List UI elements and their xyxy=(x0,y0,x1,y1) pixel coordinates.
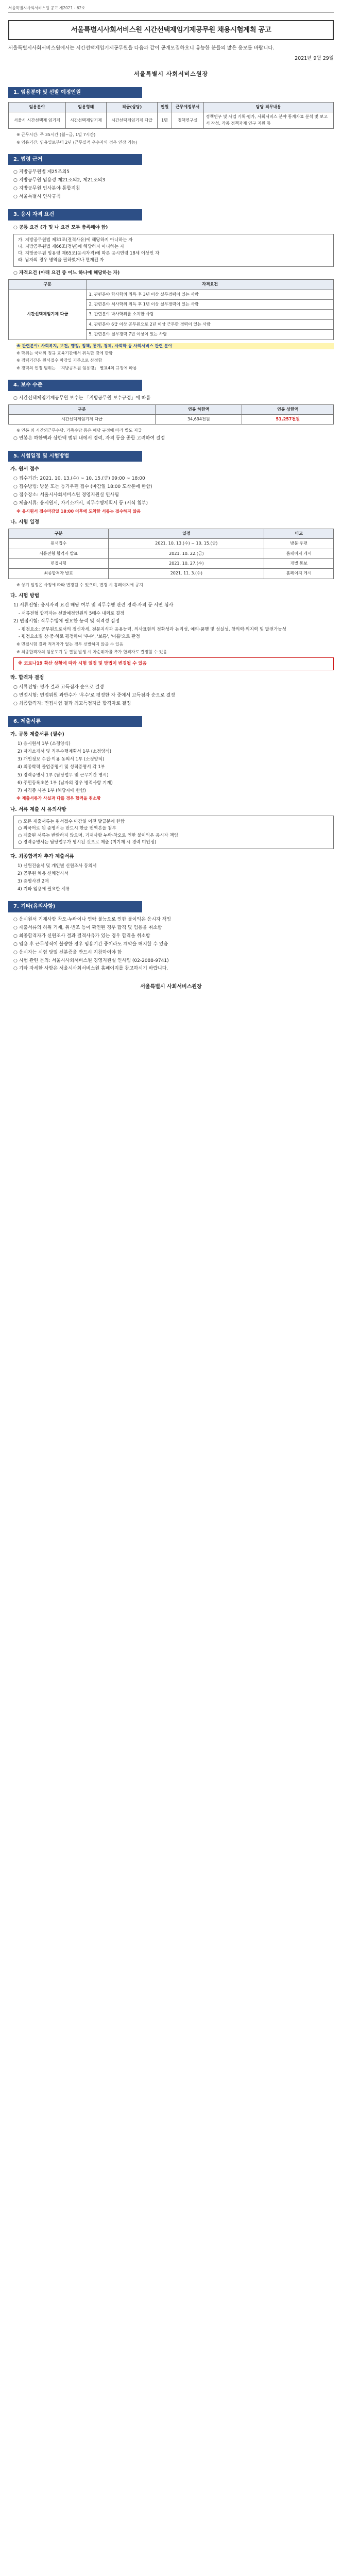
section-3-title: 3. 응시 자격 요건 xyxy=(8,209,142,221)
table-cell: 정책연구실 xyxy=(172,112,203,129)
section-2-title: 2. 법령 근거 xyxy=(8,154,142,165)
table-header: 임용분야 xyxy=(9,103,66,112)
announcement-title: 서울특별시사회서비스원 시간선택제임기제공무원 채용시험계획 공고 xyxy=(8,20,334,40)
table-header: 인원 xyxy=(158,103,172,112)
warning-note: ※ 제출서류가 사실과 다를 경우 합격을 취소함 xyxy=(16,796,101,801)
table-header: 임용형태 xyxy=(65,103,106,112)
list-item: ○ 최종합격자: 면접시험 결과 최고득점자를 합격자로 결정 xyxy=(13,701,131,706)
list-item: ○ 접수장소: 서울시사회서비스원 경영지원실 인사팀 xyxy=(13,492,119,498)
note-text: ※ 연봉 외 시간외근무수당, 가족수당 등은 해당 규정에 따라 별도 지급 xyxy=(16,428,142,433)
list-item: 가. 지방공무원법 제31조(결격사유)에 해당하지 아니하는 자 xyxy=(18,237,133,243)
table-cell: 시간선택제임기제 다급 xyxy=(9,415,156,425)
highlight-note: ※ 관련분야: 사회복지, 보건, 행정, 정책, 통계, 경제, 사회학 등 사회서비스 관련 분야 xyxy=(16,343,334,349)
list-item: 라. 남자의 경우 병역을 필하였거나 면제된 자 xyxy=(18,258,104,263)
requirements-box xyxy=(13,234,334,267)
list-item: ○ 최종합격자가 신원조사 결과 결격사유가 있는 경우 합격을 취소함 xyxy=(13,933,150,939)
list-item: ○ 서류전형: 평가 결과 고득점자 순으로 결정 xyxy=(13,684,104,690)
note-text: ※ 상기 일정은 사정에 따라 변경될 수 있으며, 변경 시 홈페이지에 공지 xyxy=(16,582,143,587)
requirements-intro: ○ 공통 요건 (가 및 나 요건 모두 충족해야 함) xyxy=(13,225,108,230)
table-cell: 2021. 10. 22.(금) xyxy=(109,549,264,558)
covid-warning-box xyxy=(13,657,334,670)
subsection-title: 가. 원서 접수 xyxy=(10,466,40,472)
pay-intro: ○ 시간선택제임기제공무원 보수는 「지방공무원 보수규정」에 따름 xyxy=(13,395,151,401)
table-cell: 시간선택제임기제 다급 xyxy=(106,112,157,129)
list-item: 7) 자격증 사본 1부 (해당자에 한함) xyxy=(18,788,86,793)
table-header: 연봉 하한액 xyxy=(156,404,242,414)
pay-table xyxy=(8,404,334,425)
list-item: - 평정요소별 상·중·하로 평정하여 '우수', '보통', '미흡'으로 판정 xyxy=(19,634,140,640)
note-text: ※ 학위는 국내외 정규 교육기관에서 취득한 것에 한함 xyxy=(16,351,113,355)
table-cell: 정책연구 및 사업 기획·평가, 사회서비스 분야 통계자료 분석 및 보고서 작성, 각종 정책과제 연구 지원 등 xyxy=(203,112,333,129)
table-cell: 2021. 10. 13.(수) ~ 10. 15.(금) xyxy=(109,539,264,549)
table-cell: 2021. 11. 3.(수) xyxy=(109,569,264,579)
list-item: ○ 모든 제출서류는 원서접수 마감일 이전 발급분에 한함 xyxy=(18,819,125,825)
list-item: ○ 제출된 서류는 반환하지 않으며, 기재사항 누락·착오로 인한 불이익은 응시자 책임 xyxy=(18,833,178,838)
note-text: ※ 근무시간: 주 35시간 (월~금, 1일 7시간) xyxy=(16,132,96,138)
footer-issuer: 서울특별시 사회서비스원장 xyxy=(140,984,202,990)
table-cell: 홈페이지 게시 xyxy=(264,569,334,579)
table-cell: 4. 관련분야 6급 이상 공무원으로 2년 이상 근무한 경력이 있는 사람 xyxy=(87,319,334,329)
table-cell: 면접시험 xyxy=(9,558,109,568)
list-item: ○ 지방공무원 임용령 제21조의2, 제21조의3 xyxy=(13,178,106,183)
table-header: 비고 xyxy=(264,529,334,538)
subsection-title: 가. 공통 제출서류 (필수) xyxy=(10,732,64,738)
submission-notes-box xyxy=(13,816,334,849)
list-item: ○ 경력증명서는 담당업무가 명시된 것으로 제출 (미기재 시 경력 미인정) xyxy=(18,839,157,845)
list-item: 4) 기타 임용에 필요한 서류 xyxy=(18,887,70,892)
list-item: - 평정요소: 공무원으로서의 정신자세, 전문지식과 응용능력, 의사표현의 정확성과 논리성, 예의·품행 및 성실성, 창의력·의지력 및 발전가능성 xyxy=(19,626,286,632)
list-item: ○ 응시자는 시험 당일 신분증을 반드시 지참하여야 함 xyxy=(13,950,122,955)
qualification-table xyxy=(8,279,334,340)
table-cell: 시간선택제임기제 xyxy=(65,112,106,129)
warning-note: ※ 응시원서 접수마감일 18:00 이후에 도착한 서류는 접수하지 않음 xyxy=(16,509,141,514)
table-cell: 51,257천원 xyxy=(242,415,334,425)
list-item: 3) 증명사진 2매 xyxy=(18,879,49,885)
list-item: ○ 면접시험: 면접위원 과반수가 '우수'로 평정한 자 중에서 고득점자 순으로 결정 xyxy=(13,692,175,698)
table-header: 구분 xyxy=(9,404,156,414)
list-item: ○ 기타 자세한 사항은 서울시사회서비스원 홈페이지를 참고하시기 바랍니다. xyxy=(13,966,168,972)
qualification-title: ○ 자격요건 (아래 요건 중 어느 하나에 해당하는 자) xyxy=(13,270,120,276)
section-5-title: 5. 시험일정 및 시험방법 xyxy=(8,451,142,462)
table-header: 직급(상당) xyxy=(106,103,157,112)
pay-extra: ○ 연봉은 하한액과 상한액 범위 내에서 경력, 자격 등을 종합 고려하여 결정 xyxy=(13,435,165,441)
subsection-title: 라. 합격자 결정 xyxy=(10,675,44,681)
subsection-title: 다. 시험 방법 xyxy=(10,593,40,599)
table-cell: 3. 관련분야 박사학위를 소지한 사람 xyxy=(87,310,334,319)
table-header: 연봉 상한액 xyxy=(242,404,334,414)
table-cell: 2021. 10. 27.(수) xyxy=(109,558,264,568)
list-item: ○ 임용 후 근무성적이 불량한 경우 임용기간 중이라도 계약을 해지할 수 있음 xyxy=(13,941,168,947)
list-item: 3) 개인정보 수집·이용 동의서 1부 (소정양식) xyxy=(18,757,105,762)
warning-note: ※ 코로나19 확산 상황에 따라 시험 일정 및 방법이 변경될 수 있음 xyxy=(18,661,147,667)
note-text: ※ 면접시험 결과 적격자가 없는 경우 선발하지 않을 수 있음 xyxy=(16,642,124,647)
table-header: 자격요건 xyxy=(87,280,334,290)
section-4-title: 4. 보수 수준 xyxy=(8,380,142,391)
table-cell: 1. 관련분야 학사학위 취득 후 3년 이상 실무경력이 있는 사람 xyxy=(87,290,334,299)
table-cell: 34,694천원 xyxy=(156,415,242,425)
subsection-title: 다. 최종합격자 추가 제출서류 xyxy=(10,853,74,859)
table-cell: 방문·우편 xyxy=(264,539,334,549)
note-text: ※ 경력기간은 원서접수 마감일 기준으로 산정함 xyxy=(16,358,102,363)
schedule-table xyxy=(8,529,334,579)
subsection-title: 나. 서류 제출 시 유의사항 xyxy=(10,806,66,812)
table-header: 근무예정부서 xyxy=(172,103,203,112)
list-item: ○ 지방공무원법 제25조의5 xyxy=(13,170,70,175)
list-item: ○ 서울특별시 인사규칙 xyxy=(13,194,61,200)
table-cell: 홈페이지 게시 xyxy=(264,549,334,558)
positions-table xyxy=(8,102,334,129)
table-cell: 서울시 시간선택제 임기제 xyxy=(9,112,66,129)
list-item: 2) 공무원 채용 신체검사서 xyxy=(18,871,69,876)
list-item: 2) 면접시험: 직무수행에 필요한 능력 및 적격성 검정 xyxy=(13,618,120,624)
list-item: 2) 자기소개서 및 직무수행계획서 1부 (소정양식) xyxy=(18,749,112,755)
list-item: ○ 접수방법: 방문 또는 등기우편 접수 (마감일 18:00 도착분에 한함) xyxy=(13,484,152,489)
table-cell: 개별 통보 xyxy=(264,558,334,568)
table-header: 구분 xyxy=(9,280,87,290)
section-1-title: 1. 임용분야 및 선발 예정인원 xyxy=(8,87,142,98)
list-item: 4) 최종학력 졸업증명서 및 성적증명서 각 1부 xyxy=(18,765,105,770)
list-item: 1) 응시원서 1부 (소정양식) xyxy=(18,741,71,747)
table-header: 담당 직무내용 xyxy=(203,103,333,112)
list-item: ○ 접수기간: 2021. 10. 13.(수) ~ 10. 15.(금) 09:00 ~ 18:00 xyxy=(13,476,145,481)
list-item: ○ 외국어로 된 증명서는 반드시 한글 번역본을 첨부 xyxy=(18,826,116,832)
table-cell: 시간선택제임기제 다급 xyxy=(9,290,87,340)
table-header: 구분 xyxy=(9,529,109,538)
issuer-name: 서울특별시 사회서비스원장 xyxy=(133,71,209,78)
table-header: 일정 xyxy=(109,529,264,538)
doc-header-line: 서울특별시사회서비스원 공고 제2021 - 62호 xyxy=(8,5,334,13)
note-text: ※ 임용기간: 임용일로부터 2년 (근무실적 우수자의 경우 연장 가능) xyxy=(16,140,138,145)
table-cell: 2. 관련분야 석사학위 취득 후 1년 이상 실무경력이 있는 사람 xyxy=(87,300,334,310)
list-item: ○ 제출서류의 허위 기재, 위·변조 등이 확인된 경우 합격 및 임용을 취소함 xyxy=(13,925,162,930)
list-item: 6) 주민등록초본 1부 (남자의 경우 병적사항 기재) xyxy=(18,780,113,786)
table-cell: 최종합격자 발표 xyxy=(9,569,109,579)
list-item: - 서류전형 합격자는 선발예정인원의 5배수 내외로 결정 xyxy=(19,611,125,616)
list-item: ○ 응시원서 기재사항 착오·누락이나 연락 불능으로 인한 불이익은 응시자 책임 xyxy=(13,917,171,922)
list-item: ○ 지방공무원 인사분야 통합지침 xyxy=(13,186,80,192)
note-text: ※ 최종합격자의 임용포기 등 결원 발생 시 차순위자를 추가 합격자로 결정할 수 있음 xyxy=(16,649,167,654)
intro-text: 서울특별시사회서비스원에서는 시간선택제임기제공무원을 다음과 같이 공개모집하오니 유능한 분들의 많은 응모를 바랍니다. xyxy=(8,45,275,51)
section-7-title: 7. 기타(유의사항) xyxy=(8,901,142,912)
document-page xyxy=(0,0,342,1002)
table-cell: 서류전형 합격자 발표 xyxy=(9,549,109,558)
table-cell: 원서접수 xyxy=(9,539,109,549)
subsection-title: 나. 시험 일정 xyxy=(10,519,40,526)
list-item: ○ 제출서류: 응시원서, 자기소개서, 직무수행계획서 등 (서식 첨부) xyxy=(13,500,148,506)
list-item: 나. 지방공무원법 제66조(정년)에 해당하지 아니하는 자 xyxy=(18,244,125,249)
announcement-date: 2021년 9월 29일 xyxy=(295,55,334,61)
list-item: ○ 시험 관련 문의: 서울시사회서비스원 경영지원실 인사팀 (02-2088-9741) xyxy=(13,958,169,963)
list-item: 1) 신원진술서 및 개인별 신원조사 동의서 xyxy=(18,863,97,869)
list-item: 5) 경력증명서 1부 (담당업무 및 근무기간 명시) xyxy=(18,772,109,778)
table-cell: 5. 관련분야 실무경력 7년 이상이 있는 사람 xyxy=(87,330,334,340)
list-item: 1) 서류전형: 응시자격 요건 해당 여부 및 직무수행 관련 경력·자격 등 서면 심사 xyxy=(13,602,174,608)
table-cell: 1명 xyxy=(158,112,172,129)
note-text: ※ 경력의 인정 범위는 「지방공무원 임용령」 별표4의 규정에 따름 xyxy=(16,365,137,370)
list-item: 다. 지방공무원 임용령 제65조(응시자격)에 따른 응시연령 18세 이상인 자 xyxy=(18,250,160,256)
section-6-title: 6. 제출서류 xyxy=(8,716,142,727)
